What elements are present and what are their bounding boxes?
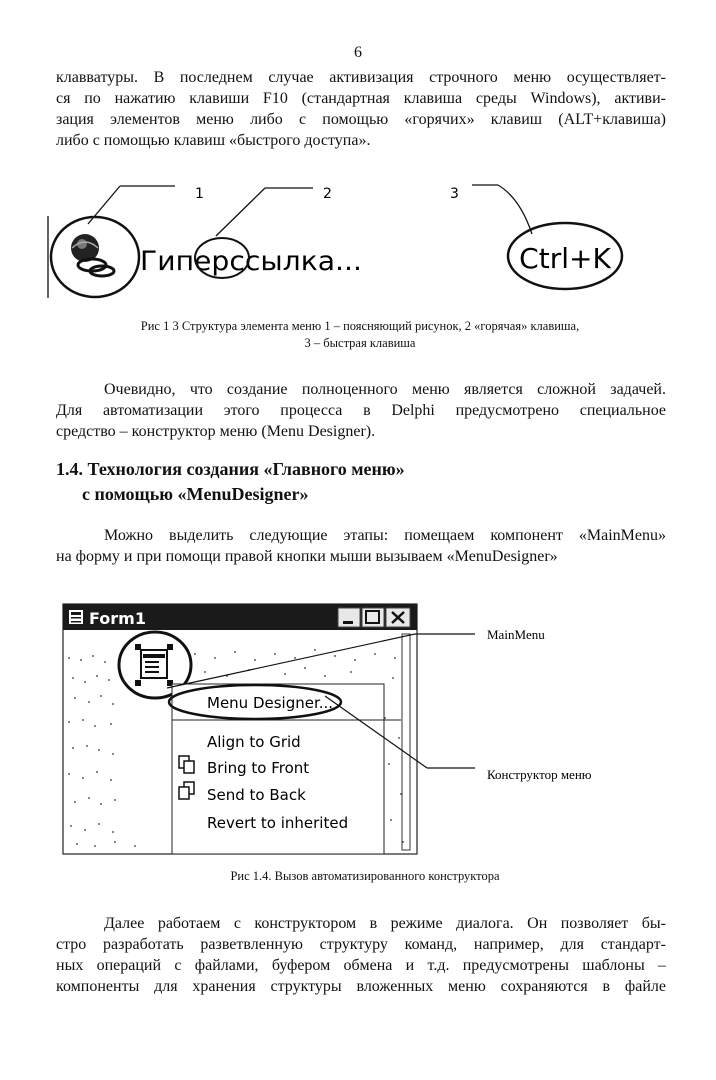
section-heading-line: с помощью «MenuDesigner» [82, 484, 309, 504]
callout-mainmenu: MainMenu [487, 627, 545, 642]
close-button[interactable] [386, 608, 410, 627]
figure-menu-designer-call [55, 598, 665, 858]
paragraph-menu-designer-intro [56, 379, 666, 442]
menu-item-align-to-grid[interactable]: Align to Grid [207, 733, 301, 751]
menu-item-bring-to-front[interactable]: Bring to Front [207, 759, 310, 777]
hyperlink-globe-icon [71, 234, 114, 276]
shortcut-text: Ctrl+K [519, 242, 611, 275]
label-2: 2 [323, 186, 332, 202]
text-line: на форму и при помощи правой кнопки мыши вызываем «MenuDesigner» [56, 548, 558, 565]
figure-menu-item-structure [20, 176, 700, 306]
figure-1-3-caption [40, 318, 680, 352]
section-heading [56, 457, 666, 507]
text-line: компоненты для хранения структуры вложенных меню сохраняются в файле [56, 978, 666, 995]
section-heading-line: 1.4. Технология создания «Главного меню» [56, 459, 405, 479]
maximize-button[interactable] [362, 608, 384, 627]
text-line: Можно выделить следующие этапы: помещаем компонент «MainMenu» [104, 527, 666, 544]
caption-line: Рис 1 3 Структура элемента меню 1 – поясняющий рисунок, 2 «горячая» клавиша, [140, 319, 580, 333]
paragraph-designer-usage [56, 913, 666, 997]
text-line: клавватуры. В последнем случае активизация строчного меню осуществляет- [56, 69, 666, 86]
text-line: средство – конструктор меню (Menu Designer). [56, 423, 376, 440]
figure-1-4-caption: Рис 1.4. Вызов автоматизированного конструктора [230, 869, 500, 883]
text-line: стро разработать разветвленную структуру команд, например, для стандарт- [56, 936, 666, 953]
label-3: 3 [450, 186, 459, 202]
window-title: Form1 [89, 609, 146, 628]
menu-item-revert-to-inherited[interactable]: Revert to inherited [207, 814, 349, 832]
callout-menu-designer: Конструктор меню [487, 767, 592, 782]
minimize-button[interactable] [338, 608, 360, 627]
page-number: 6 [354, 44, 362, 61]
text-line: Для автоматизации этого процесса в Delphi предусмотрено специальное [56, 402, 666, 419]
text-line: зация элементов меню либо с помощью «горячих» клавиш (ALT+клавиша) [56, 111, 666, 128]
text-line: Далее работаем с конструктором в режиме диалога. Он позволяет бы- [104, 915, 666, 932]
text-line: ся по нажатию клавиши F10 (стандартная клавиша среды Windows), активи- [56, 90, 666, 107]
label-1: 1 [195, 186, 204, 202]
caption-line: 3 – быстрая клавиша [304, 336, 416, 350]
text-line: Очевидно, что создание полноценного меню является сложной задачей. [104, 381, 666, 398]
menu-item-menu-designer[interactable]: Menu Designer... [207, 694, 334, 712]
leader-lines [88, 185, 532, 236]
menu-item-text: Гиперссылка... [140, 246, 362, 277]
form-icon [69, 610, 83, 624]
text-line: либо с помощью клавиш «быстрого доступа». [56, 132, 371, 149]
menu-item-send-to-back[interactable]: Send to Back [207, 786, 306, 804]
text-line: ных операций с файлами, буфером обмена и т.д. предусмотрены шаблоны – [56, 957, 666, 974]
paragraph-steps [56, 525, 666, 567]
paragraph-intro [56, 67, 666, 151]
